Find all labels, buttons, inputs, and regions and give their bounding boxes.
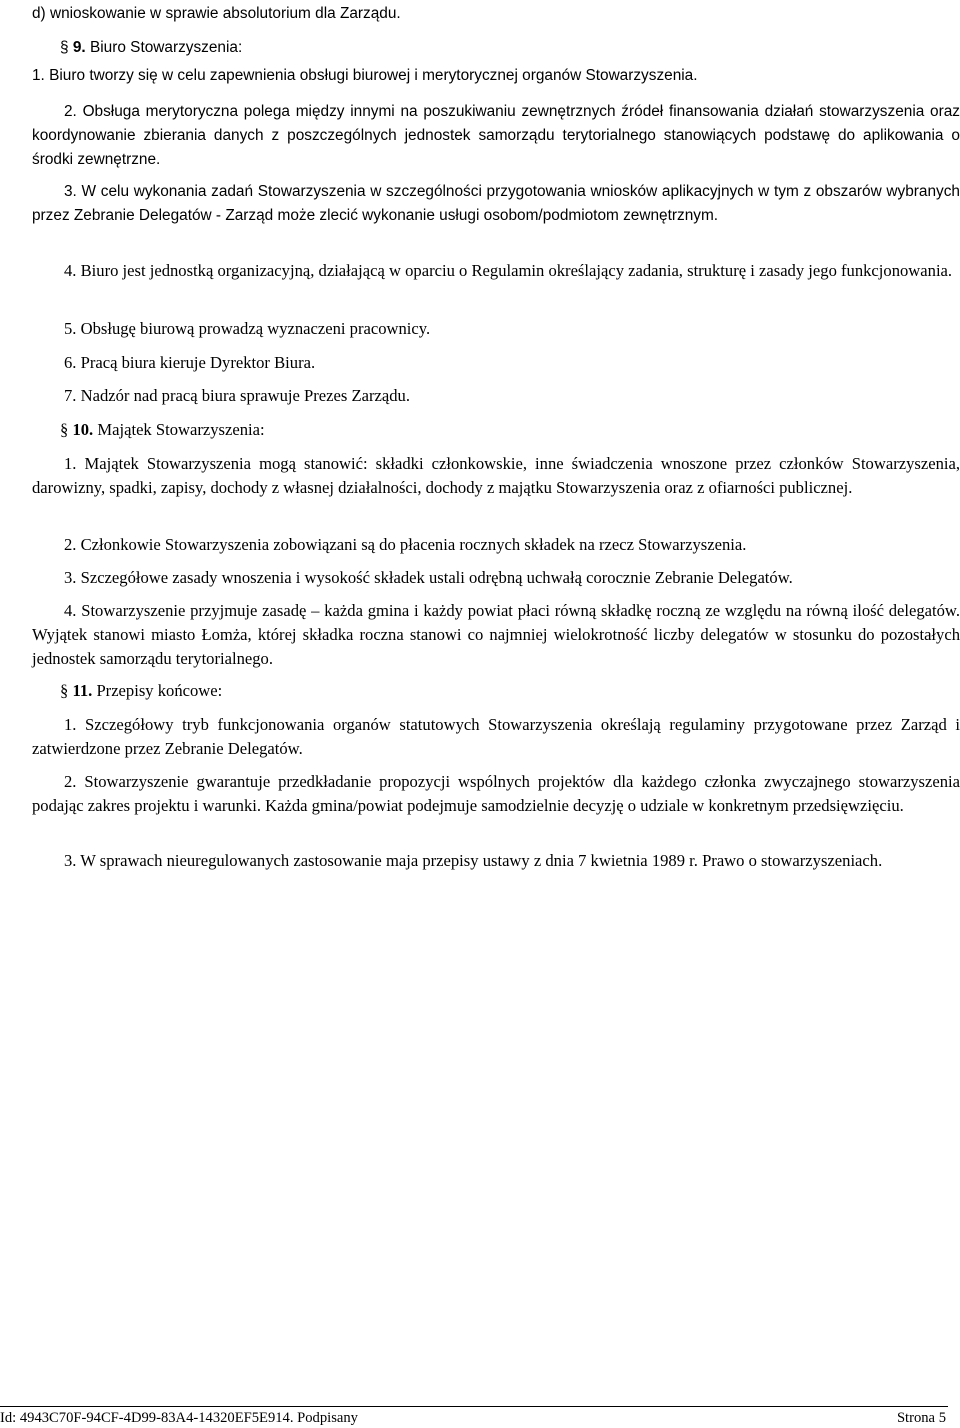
section-9-title: Biuro Stowarzyszenia: bbox=[89, 39, 243, 56]
item-d: d) wnioskowanie w sprawie absolutorium dla Zarządu. bbox=[32, 5, 401, 22]
section-9-symbol: § bbox=[60, 39, 69, 56]
footer-page-number: Strona 5 bbox=[896, 1410, 946, 1426]
footer-divider bbox=[0, 1406, 948, 1407]
section-9-item-3: 3. W celu wykonania zadań Stowarzyszenia w szczególności przygotowania wniosków aplikacyjnych w tym z obszarów wybranych przez Zebranie Delegatów - Zarząd może zlecić wykonanie usługi osobom/podmiotom zewnętrznym. bbox=[32, 183, 960, 224]
section-10-symbol: § bbox=[60, 420, 69, 439]
section-10-item-4: 4. Stowarzyszenie przyjmuje zasadę – każda gmina i każdy powiat płaci równą składkę roczną ze względu na równą ilość delegatów. Wyjątek stanowi miasto Łomża, której składka roczna stanowi co najmniej wielokrotność liczby delegatów w stosunku do pozostałych jednostek samorządu terytorialnego. bbox=[32, 601, 960, 668]
footer-document-id: Id: 4943C70F-94CF-4D99-83A4-14320EF5E914. Podpisany bbox=[0, 1410, 358, 1426]
section-9-item-2: 2. Obsługa merytoryczna polega między innymi na poszukiwaniu zewnętrznych źródeł finansowania działań stowarzyszenia oraz koordynowanie zbierania danych z poszczególnych jednostek samorządu terytorialnego stanowiących podstawę do aplikowania o środki zewnętrzne. bbox=[32, 103, 960, 168]
section-11-item-3: 3. W sprawach nieuregulowanych zastosowanie maja przepisy ustawy z dnia 7 kwietnia 1989 r. Prawo o stowarzyszeniach. bbox=[64, 851, 883, 870]
section-11-number: 11. bbox=[72, 681, 93, 700]
section-9-item-5: 5. Obsługę biurową prowadzą wyznaczeni pracownicy. bbox=[64, 319, 431, 338]
section-9-item-1: 1. Biuro tworzy się w celu zapewnienia obsługi biurowej i merytorycznej organów Stowarzyszenia. bbox=[32, 67, 698, 84]
section-9-item-7: 7. Nadzór nad pracą biura sprawuje Prezes Zarządu. bbox=[64, 386, 410, 405]
section-10-heading bbox=[60, 418, 265, 442]
section-9-heading bbox=[60, 36, 242, 60]
section-11-heading bbox=[60, 679, 222, 703]
section-9-item-6: 6. Pracą biura kieruje Dyrektor Biura. bbox=[64, 353, 316, 372]
section-11-item-2: 2. Stowarzyszenie gwarantuje przedkładanie propozycji wspólnych projektów dla każdego członka zwyczajnego stowarzyszenia podając zakres projektu i warunki. Każda gmina/powiat podejmuje samodzielnie decyzję o udziale w konkretnym przedsięwzięciu. bbox=[32, 772, 960, 815]
section-11-symbol: § bbox=[60, 681, 69, 700]
section-10-title: Majątek Stowarzyszenia: bbox=[97, 420, 265, 439]
section-11-item-1: 1. Szczegółowy tryb funkcjonowania organów statutowych Stowarzyszenia określają regulaminy przygotowane przez Zarząd i zatwierdzone przez Zebranie Delegatów. bbox=[32, 715, 960, 758]
section-10-item-3: 3. Szczegółowe zasady wnoszenia i wysokość składek ustali odrębną uchwałą corocznie Zebranie Delegatów. bbox=[64, 568, 793, 587]
section-10-item-1: 1. Majątek Stowarzyszenia mogą stanowić: składki członkowskie, inne świadczenia wnoszone przez członków Stowarzyszenia, darowizny, spadki, zapisy, dochody z własnej działalności, dochody z majątku Stowarzyszenia oraz z ofiarności publicznej. bbox=[32, 454, 960, 497]
section-9-item-4: 4. Biuro jest jednostką organizacyjną, działającą w oparciu o Regulamin określający zadania, strukturę i zasady jego funkcjonowania. bbox=[64, 261, 953, 280]
section-10-item-2: 2. Członkowie Stowarzyszenia zobowiązani są do płacenia rocznych składek na rzecz Stowarzyszenia. bbox=[64, 535, 747, 554]
section-10-number: 10. bbox=[72, 420, 94, 439]
section-9-number: 9. bbox=[72, 39, 86, 56]
section-11-title: Przepisy końcowe: bbox=[96, 681, 223, 700]
